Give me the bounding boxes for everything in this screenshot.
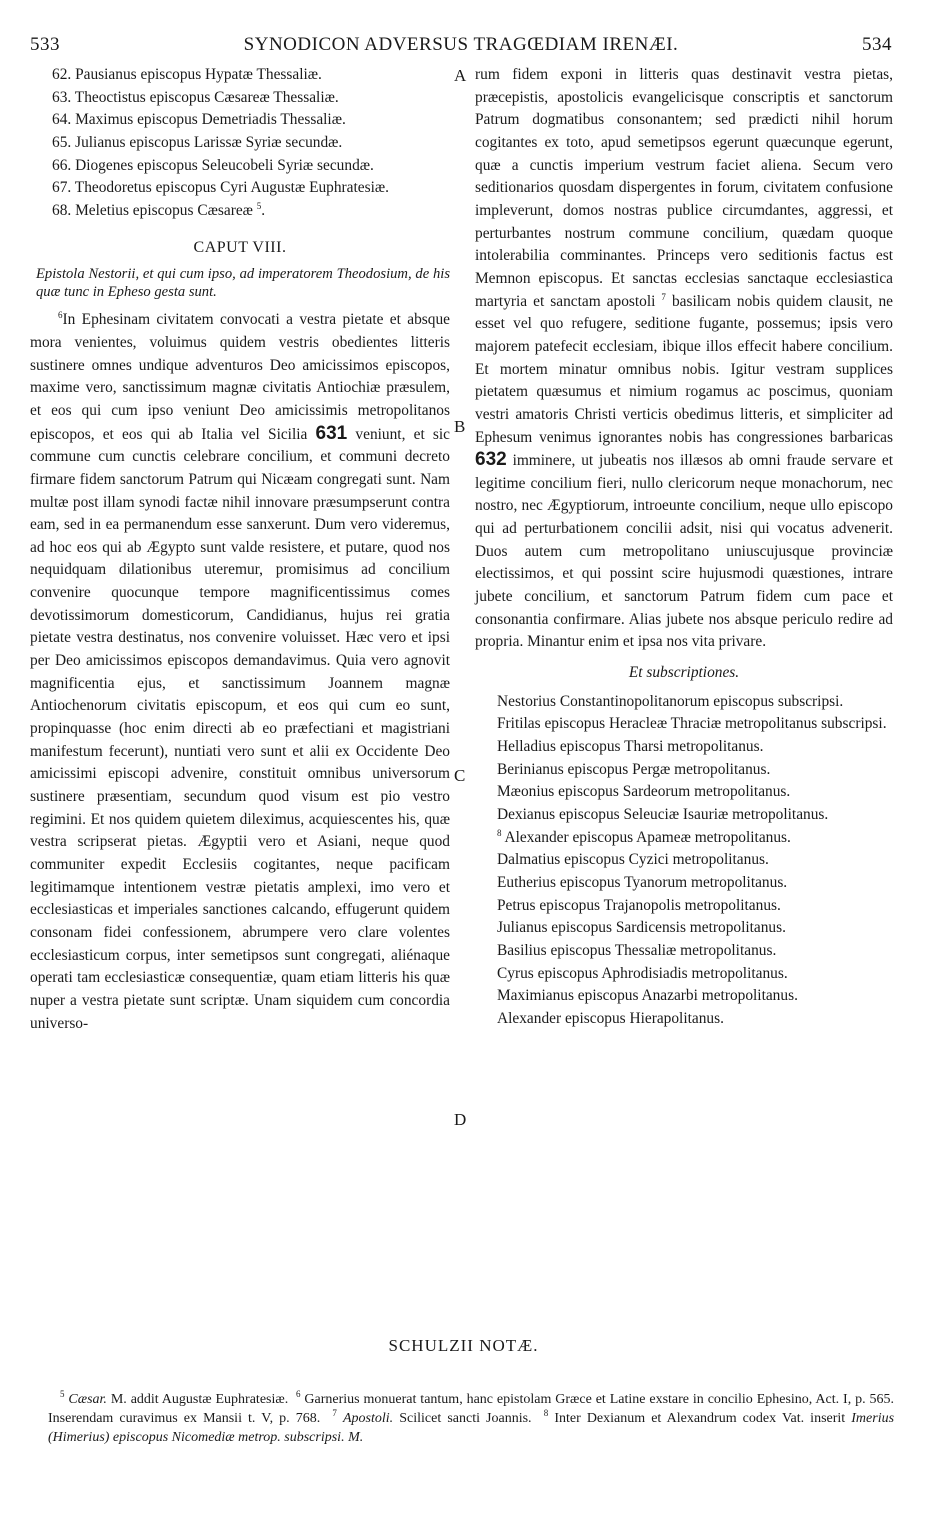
column-number: 631 [315,422,348,444]
subscription-item: $^8$ Alexander episcopus Apameæ metropolitanus. [497,827,791,846]
epistle-text-continued: rum fidem exponi in litteris quas destinavit vestra pietas, præcepistis, apostolicis evangelicisque conscriptis et sanctorum Patrum dogmatibus consonantem; sed prædicti nihil horum cogitantes ex toto, apud semetipsos egerunt quæcunque egerunt, quæ a cunctis imperium vestrum faciet aliena. Secum vero seditionarios quosdam dispergentes in forum, civitatem confusione impleverunt, domos nostras publice circumdantes, aggressi, et perturbantes nostrum commune concilium, quædam quoque intolerabilia comminantes. Princeps vero seditionis factus est Memnon episcopus. Et sanctas ecclesias sanctaque ecclesiastica martyria et sanctam apostoli $^7$ basilicam nobis quidem clausit, ne esset vel quo refugere, seditione fugante, possemus; ipsis vero majorem patefecit ecclesiam, ibique illos effecit habere concilium. Et mortem minatur omnibus nobis. Igitur vestram supplices pietatem quæsumus et nimium rogamus ac poscimus, quoniam vestri amatoris Christi verticis obedimus litteris, et simpliciter ad Ephesum venimus ignorantes nobis has congressiones barbaricas 632 imminere, ut jubeatis nos illæsos ab omni fraude servare et legitime concilium fieri, nullo clericorum neque monachorum, nec nostro, nec Ægyptiorum, introeunte concilium, neque ullo episcopo qui ad perturbationem concilii adsit, nisi qui vocatus advenerit. Duos autem cum metropolitano uniuscujusque provinciæ electissimos, et qui possint scire hujusmodi quæstiones, intrare jubete concilium, et sanctorum Patrum fidem cum pace et consonantia confirmare. Alias jubete nos absque periculo redire ad propria. Minantur enim et ipsa nos vita privare. [475,66,893,651]
subscription-item: Dexianus episcopus Seleuciæ Isauriæ metropolitanus. [497,806,829,823]
running-title: SYNODICON ADVERSUS TRAGŒDIAM IRENÆI. [243,34,679,55]
subscription-item: Fritilas episcopus Heracleæ Thraciæ metropolitanus subscripsi. [497,715,887,733]
footnote-number: 7 [332,1408,337,1418]
footnotes [48,1376,894,1461]
bishop-list-item: 65. Julianus episcopus Larissæ Syriæ secundæ. [52,133,343,151]
footnote-ref: 6 [58,310,63,321]
right-column [475,64,893,1031]
epistle-text: $^6$In Ephesinam civitatem convocati a vestra pietate et absque mora venientes, voluimus quidem vestris obedientes litteris sustinere omnes undique adventuros Deo amicissimos episcopos, maxime vero, sanctissimum magnæ civitatis Antiochiæ præsulem, et eos qui cum ipso veniunt Deo amicissimis metropolitanos episcopos, et eos qui ab Italia vel Sicilia 631 veniunt, et sic commune cum cunctis celebrare concilium, et communi decreto firmare fidem sanctorum Patrum qui Nicæam congregati sunt. Nam multæ post illam synodi factæ nihil innovare præsumpserunt contra eam, sed in ea permanendum esse sanxerunt. Dum vero videremus, ad hoc eos qui ab Ægypto sunt valde resistere, et putare, quod nos nequidquam dilationibus uteremur, promisimus ad concilium convenire quocunque tempore magnificentissimus comes devotissimorum domesticorum, Candidianus, hujus rei gratia pietate vestra destinatus, nos convenire voluisset. Hæc vero et ipsi per Deo amicissimos episcopos demandavimus. Quia vero agnovit magnificentia ejus, et sanctissimum Joannem magnæ Antiochenorum civitatis episcopum, et eos qui cum eo sunt, propinquasse (hoc enim directi ab eo præfectiani et magistriani manifestum fecerunt), nuntiati vero sunt et alii ex Occidente Deo amicissimi episcopi advenire, constituit omnibus universorum sustinere præsentiam, secundum quod visum est pio vestro regimini. Et nos quidem quietem dileximus, acquiescentes his, quæ vestra scripserat pietas. Ægyptii vero et Asiani, neque quod communiter expedit Ecclesiis cogitantes, neque pacificam legitimamque intentionem vestræ pietatis amplexi, imo vero et ecclesiasticas et imperiales sanctiones calcando, effugerunt quidem consonam fidei confessionem, abrumpere vero clare volentes ecclesiasticum corpus, inter semetipsos sunt congregati, aliénaque operati tam ecclesiasticæ consequentiæ, quam etiam litteris his quæ nuper a vestra pietate sunt scriptæ. Unam siquidem cum concordia universo- [30,310,450,1032]
subscription-item: Nestorius Constantinopolitanorum episcopus subscripsi. [497,692,844,710]
footnote-ref: 7 [661,291,666,302]
column-number: 632 [475,449,507,471]
subscription-item: Berinianus episcopus Pergæ metropolitanus. [497,760,771,778]
page-header [30,34,892,58]
chapter-heading: CAPUT VIII. [193,238,287,256]
subscription-item: Cyrus episcopus Aphrodisiadis metropolitanus. [497,964,788,982]
bishop-list-item: 63. Theoctistus episcopus Cæsareæ Thessaliæ. [52,88,339,106]
bishop-list-item: 67. Theodoretus episcopus Cyri Augustæ Euphratesiæ. [52,179,390,197]
subscription-item: Helladius episcopus Tharsi metropolitanus. [497,738,764,756]
subscriptions-list [475,691,893,1031]
margin-letter-c: C [454,766,466,785]
bishop-list-item: 64. Maximus episcopus Demetriadis Thessaliæ. [52,111,346,129]
subscription-item: Mæonius episcopus Sardeorum metropolitanus. [497,783,791,801]
epistle-heading: Epistola Nestorii, et qui cum ipso, ad imperatorem Theodosium, de his quæ tunc in Epheso gesta sunt. [36,266,450,301]
page-number-left: 533 [30,34,60,55]
margin-letter-b: B [454,417,466,436]
subscription-item: Julianus episcopus Sardicensis metropolitanus. [497,919,786,937]
subscription-item: Basilius episcopus Thessaliæ metropolitanus. [497,941,777,959]
margin-letter-d: D [454,1110,467,1129]
subscription-item: Eutherius episcopus Tyanorum metropolitanus. [497,873,788,891]
footnote-ref: 5 [256,200,262,211]
subscription-item: Dalmatius episcopus Cyzici metropolitanus. [497,851,769,869]
bishop-list-item: 66. Diogenes episcopus Seleucobeli Syriæ secundæ. [52,156,374,174]
bishop-list-item: 68. Meletius episcopus Cæsareæ $^5$. [52,200,266,219]
notes-heading: SCHULZII NOTÆ. [388,1336,539,1355]
subscription-item: Alexander episcopus Hierapolitanus. [497,1009,724,1027]
footnote-ref: 8 [497,827,502,838]
left-column [30,64,450,1035]
footnote-number: 6 [296,1389,301,1399]
page-number-right: 534 [862,34,892,55]
margin-letter-a: A [454,66,467,85]
subscription-item: Maximianus episcopus Anazarbi metropolitanus. [497,987,798,1005]
bishop-list-item: 62. Pausianus episcopus Hypatæ Thessaliæ. [52,66,322,83]
subscriptions-heading: Et subscriptiones. [628,664,740,682]
footnote-number: 5 [60,1389,65,1399]
footnote-text: $^5$ Cæsar. M. addit Augustæ Euphratesiæ. $^6$ Garnerius monuerat tantum, hanc epistolam Græce et Latine exstare in concilio Ephesino, Act. I, p. 565. Inserendam curavimus ex Mansii t. V, p. 768. $^7$ Apostoli. Scilicet sancti Joannis. $^8$ Inter Dexianum et Alexandrum codex Vat. inserit Imerius (Himerius) episcopus Nicomediæ metrop. subscripsi. M. [48,1389,895,1445]
footnote-number: 8 [543,1408,549,1418]
subscription-item: Petrus episcopus Trajanopolis metropolitanus. [497,896,781,914]
